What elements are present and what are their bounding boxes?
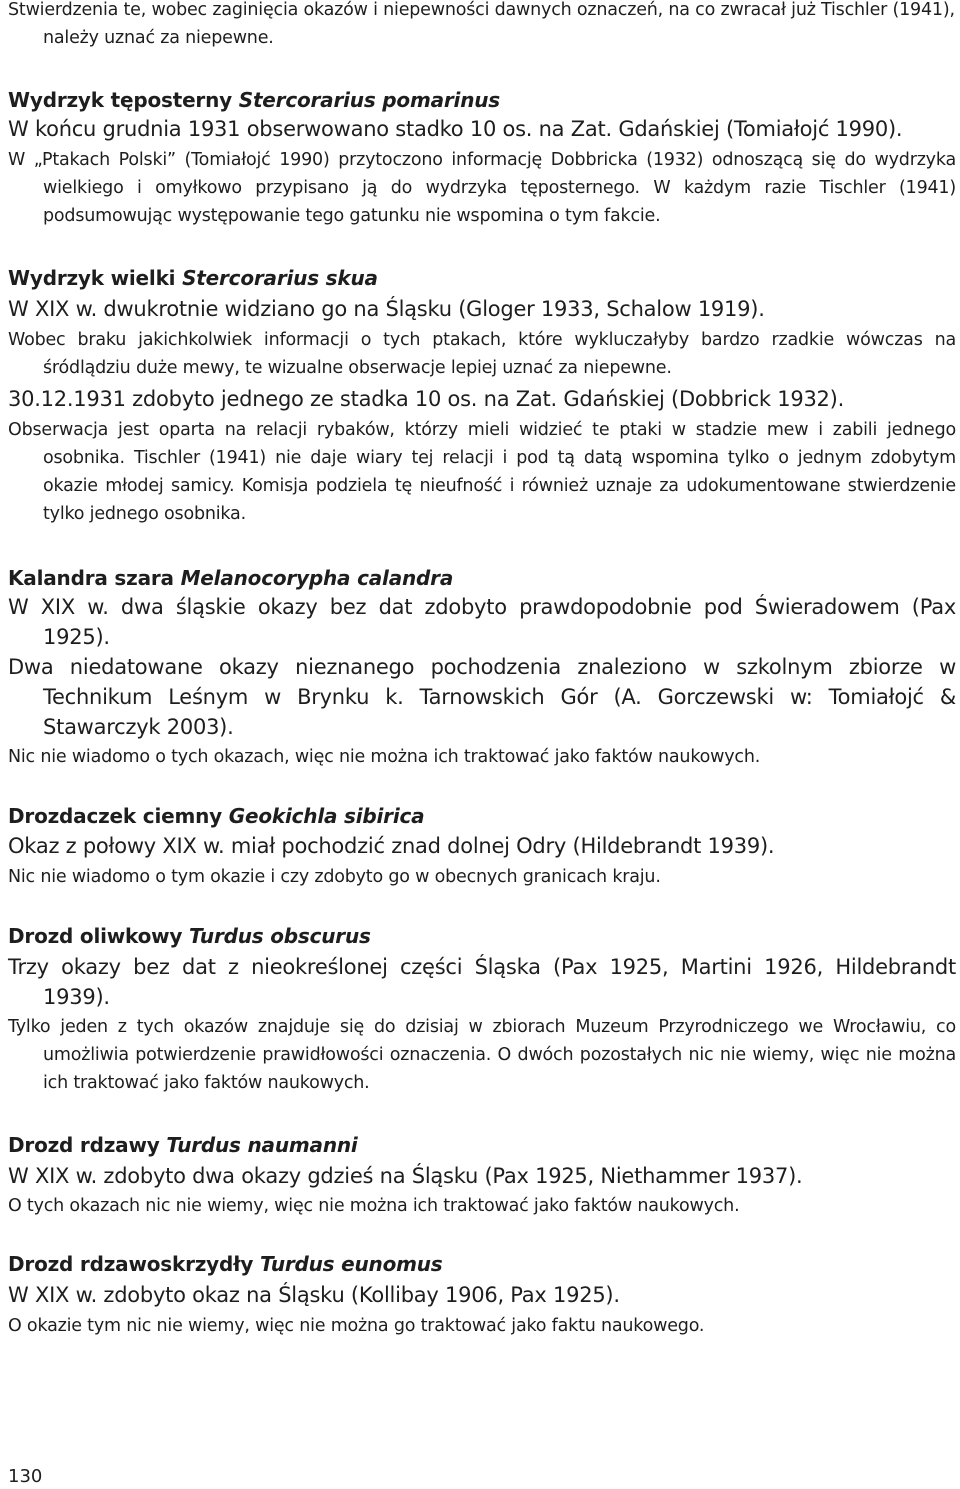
comment-paragraph: O tych okazach nic nie wiemy, więc nie można ich traktować jako faktów naukowych. bbox=[8, 1196, 740, 1216]
species-name-latin: Geokichla sibirica bbox=[228, 804, 425, 828]
comment-paragraph: Nic nie wiadomo o tych okazach, więc nie można ich traktować jako faktów naukowych. bbox=[8, 747, 761, 767]
record-paragraph: 30.12.1931 zdobyto jednego ze stadka 10 os. na Zat. Gdańskiej (Dobbrick 1932). bbox=[8, 387, 845, 411]
species-name-polish: Wydrzyk wielki bbox=[8, 266, 176, 290]
intro-paragraph: Stwierdzenia te, wobec zaginięcia okazów i niepewności dawnych oznaczeń, na co zwracał już Tischler (1941), należy uznać za niepewne. bbox=[8, 0, 955, 48]
species-name-polish: Kalandra szara bbox=[8, 566, 174, 590]
species-name-polish: Drozd rdzawy bbox=[8, 1133, 160, 1157]
record-paragraph: Trzy okazy bez dat z nieokreślonej części Śląska (Pax 1925, Martini 1926, Hildebrandt 1939). bbox=[8, 955, 956, 1009]
record-paragraph: W XIX w. zdobyto okaz na Śląsku (Kollibay 1906, Pax 1925). bbox=[8, 1283, 620, 1307]
species-heading bbox=[8, 802, 424, 830]
species-name-latin: Melanocorypha calandra bbox=[180, 566, 454, 590]
species-heading bbox=[8, 1131, 358, 1159]
record-paragraph: W XIX w. zdobyto dwa okazy gdzieś na Śląsku (Pax 1925, Niethammer 1937). bbox=[8, 1164, 803, 1188]
species-name-polish: Drozdaczek ciemny bbox=[8, 804, 222, 828]
species-heading bbox=[8, 564, 453, 592]
comment-paragraph: W „Ptakach Polski” (Tomiałojć 1990) przytoczono informację Dobbricka (1932) odnoszącą się do wydrzyka wielkiego i omyłkowo przypisano ją do wydrzyka tęposternego. W każdym razie Tischler (1941) podsumowując występowanie tego gatunku nie wspomina o tym fakcie. bbox=[8, 150, 956, 226]
comment-paragraph: O okazie tym nic nie wiemy, więc nie można go traktować jako faktu naukowego. bbox=[8, 1316, 705, 1336]
species-name-polish: Drozd oliwkowy bbox=[8, 924, 183, 948]
species-name-latin: Stercorarius skua bbox=[182, 266, 378, 290]
page-number: 130 bbox=[8, 1466, 43, 1487]
comment-paragraph: Tylko jeden z tych okazów znajduje się do dzisiaj w zbiorach Muzeum Przyrodniczego we Wrocławiu, co umożliwia potwierdzenie prawidłowości oznaczenia. O dwóch pozostałych nic nie wiemy, więc nie można ich traktować jako faktów naukowych. bbox=[8, 1017, 956, 1093]
record-paragraph: W XIX w. dwa śląskie okazy bez dat zdobyto prawdopodobnie pod Świeradowem (Pax 1925). bbox=[8, 595, 956, 649]
species-heading bbox=[8, 922, 371, 950]
species-heading bbox=[8, 264, 378, 292]
species-name-latin: Turdus naumanni bbox=[166, 1133, 358, 1157]
record-paragraph: Dwa niedatowane okazy nieznanego pochodzenia znaleziono w szkolnym zbiorze w Technikum Leśnym w Brynku k. Tarnowskich Gór (A. Gorczewski w: Tomiałojć & Stawarczyk 2003). bbox=[8, 655, 956, 739]
record-paragraph: W XIX w. dwukrotnie widziano go na Śląsku (Gloger 1933, Schalow 1919). bbox=[8, 297, 765, 321]
record-paragraph: W końcu grudnia 1931 obserwowano stadko 10 os. na Zat. Gdańskiej (Tomiałojć 1990). bbox=[8, 117, 903, 141]
species-name-latin: Turdus obscurus bbox=[189, 924, 371, 948]
comment-paragraph: Obserwacja jest oparta na relacji rybaków, którzy mieli widzieć te ptaki w stadzie mew i zabili jednego osobnika. Tischler (1941) nie daje wiary tej relacji i pod tą datą wspomina tylko o jednym zdobytym okazie młodej samicy. Komisja podziela tę nieufność i również uznaje za udokumentowane stwierdzenie tylko jednego osobnika. bbox=[8, 420, 956, 524]
species-name-latin: Stercorarius pomarinus bbox=[238, 88, 500, 112]
species-name-polish: Wydrzyk tęposterny bbox=[8, 88, 232, 112]
species-heading bbox=[8, 86, 500, 114]
comment-paragraph: Nic nie wiadomo o tym okazie i czy zdobyto go w obecnych granicach kraju. bbox=[8, 867, 661, 887]
species-name-latin: Turdus eunomus bbox=[259, 1252, 443, 1276]
record-paragraph: Okaz z połowy XIX w. miał pochodzić znad dolnej Odry (Hildebrandt 1939). bbox=[8, 834, 775, 858]
species-heading bbox=[8, 1250, 443, 1278]
species-name-polish: Drozd rdzawoskrzydły bbox=[8, 1252, 254, 1276]
comment-paragraph: Wobec braku jakichkolwiek informacji o tych ptakach, które wykluczałyby bardzo rzadkie wówczas na śródlądziu duże mewy, te wizualne obserwacje lepiej uznać za niepewne. bbox=[8, 330, 956, 378]
